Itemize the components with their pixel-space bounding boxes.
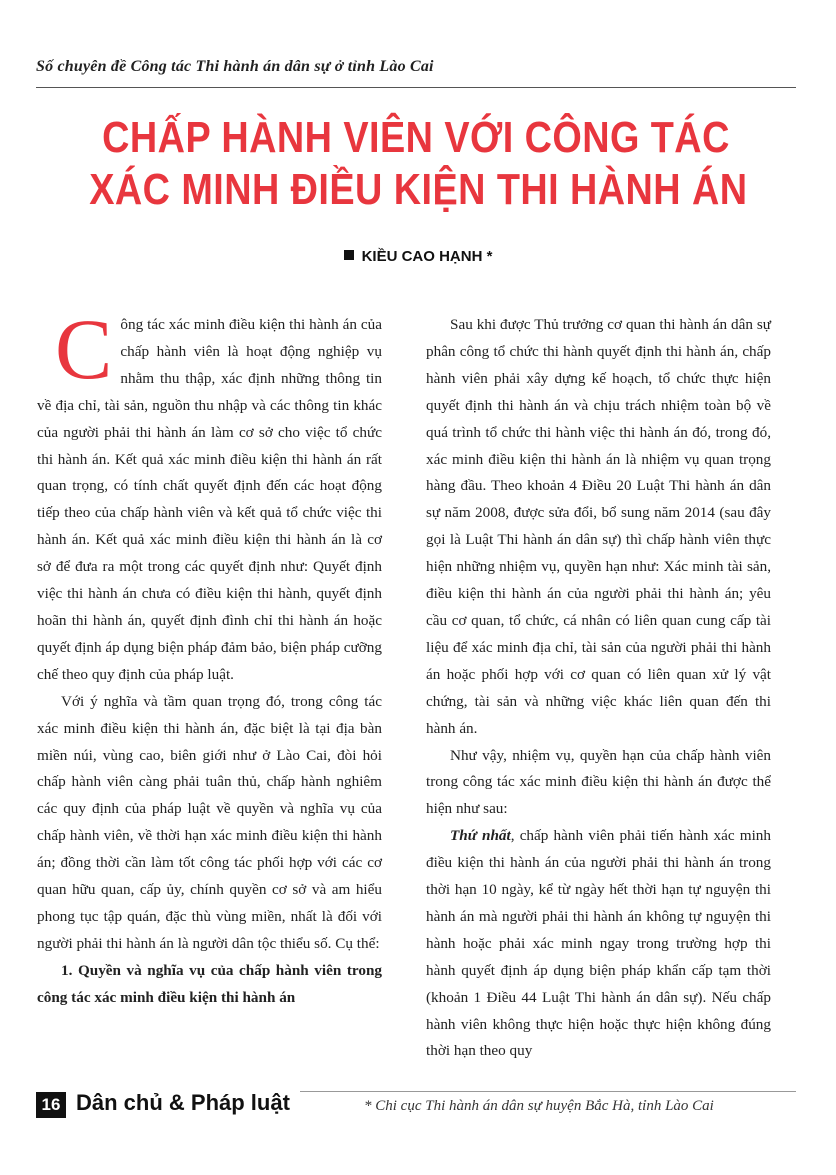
left-column xyxy=(37,301,382,1012)
footer-divider xyxy=(300,1091,796,1092)
title-line-1: CHẤP HÀNH VIÊN VỚI CÔNG TÁC xyxy=(102,113,730,162)
title-line-2: XÁC MINH ĐIỀU KIỆN THI HÀNH ÁN xyxy=(89,165,748,214)
magazine-name: Dân chủ & Pháp luật xyxy=(76,1090,290,1115)
paragraph-intro xyxy=(37,301,382,689)
author-name: KIỀU CAO HẠNH * xyxy=(361,248,493,265)
paragraph-right-1: Sau khi được Thủ trưởng cơ quan thi hành án dân sự phân công tổ chức thi hành quyết định thi hành án, chấp hành viên phải xây dựng kế hoạch, tổ chức thực hiện quyết định thi hành án và chịu trách nhiệm toàn bộ về quá trình tổ chức thi hành việc thi hành án đó, trong đó, xác minh điều kiện thi hành án là nhiệm vụ quan trọng hàng đầu. Theo khoản 4 Điều 20 Luật Thi hành án dân sự năm 2008, được sửa đổi, bổ sung năm 2014 (sau đây gọi là Luật Thi hành án dân sự) thì chấp hành viên thực hiện những nhiệm vụ, quyền hạn như: Xác minh tài sản, điều kiện thi hành án của người phải thi hành án; yêu cầu cơ quan, tổ chức, cá nhân có liên quan cung cấp tài liệu để xác minh địa chỉ, tài sản của người phải thi hành án hoặc phối hợp với cơ quan có liên quan xử lý vật chứng, tài sản và những việc khác liên quan đến thi hành án. xyxy=(426,316,771,737)
page-number: 16 xyxy=(36,1092,66,1118)
section-heading-1: 1. Quyền và nghĩa vụ của chấp hành viên trong công tác xác minh điều kiện thi hành án xyxy=(37,961,382,1006)
header-divider xyxy=(36,87,796,88)
article-title xyxy=(89,112,748,216)
paragraph-right-2: Như vậy, nhiệm vụ, quyền hạn của chấp hành viên trong công tác xác minh điều kiện thi hành án được thể hiện như sau: xyxy=(426,746,771,818)
first-point-text: , chấp hành viên phải tiến hành xác minh điều kiện thi hành án của người phải thi hành án trong thời hạn 10 ngày, kể từ ngày hết thời hạn tự nguyện thi hành án mà người phải thi hành án không tự nguyện thi hành hoặc phải xác minh ngay trong trường hợp thi hành quyết định áp dụng biện pháp khẩn cấp tạm thời (khoản 1 Điều 44 Luật Thi hành án dân sự). Nếu chấp hành viên không thực hiện hoặc thực hiện không đúng thời hạn theo quy xyxy=(426,827,771,1060)
drop-cap: C xyxy=(55,301,113,397)
intro-text: ông tác xác minh điều kiện thi hành án của chấp hành viên là hoạt động nghiệp vụ nhằm thu thập, xác định những thông tin về địa chỉ, tài sản, nguồn thu nhập và các thông tin khác của người phải thi hành án làm cơ sở cho việc tổ chức thi hành án. Kết quả xác minh điều kiện thi hành án rất quan trọng, có tính chất quyết định đến các hoạt động tiếp theo của chấp hành viên và kết quả tổ chức việc thi hành án. Kết quả xác minh điều kiện thi hành án là cơ sở để đưa ra một trong các quyết định như: Quyết định việc thi hành án chưa có điều kiện thi hành, quyết định hoãn thi hành án, quyết định đình chỉ thi hành án hoặc quyết định áp dụng biện pháp đảm bảo, biện pháp cưỡng chế theo quy định của pháp luật. xyxy=(37,316,382,683)
series-header: Số chuyên đề Công tác Thi hành án dân sự ở tỉnh Lào Cai xyxy=(36,58,434,75)
paragraph-right-3 xyxy=(426,823,771,1065)
right-column xyxy=(426,312,771,1065)
byline-square-icon xyxy=(344,250,354,260)
first-point-lead: Thứ nhất xyxy=(450,827,511,845)
author-note: * Chi cục Thi hành án dân sự huyện Bắc Hà, tỉnh Lào Cai xyxy=(364,1098,714,1114)
paragraph-2: Với ý nghĩa và tầm quan trọng đó, trong công tác xác minh điều kiện thi hành án, đặc biệt là tại địa bàn miền núi, vùng cao, biên giới như ở Lào Cai, đòi hỏi chấp hành viên càng phải tuân thủ, chấp hành nghiêm các quy định của pháp luật về quyền và nghĩa vụ của chấp hành viên, về thời hạn xác minh điều kiện thi hành án; đồng thời cần làm tốt công tác phối hợp với các cơ quan hữu quan, cấp ủy, chính quyền cơ sở và am hiểu phong tục tập quán, đặc thù vùng miền, nhất là đối với người phải thi hành án là người dân tộc thiểu số. Cụ thể: xyxy=(37,692,382,952)
author-byline xyxy=(0,248,836,265)
